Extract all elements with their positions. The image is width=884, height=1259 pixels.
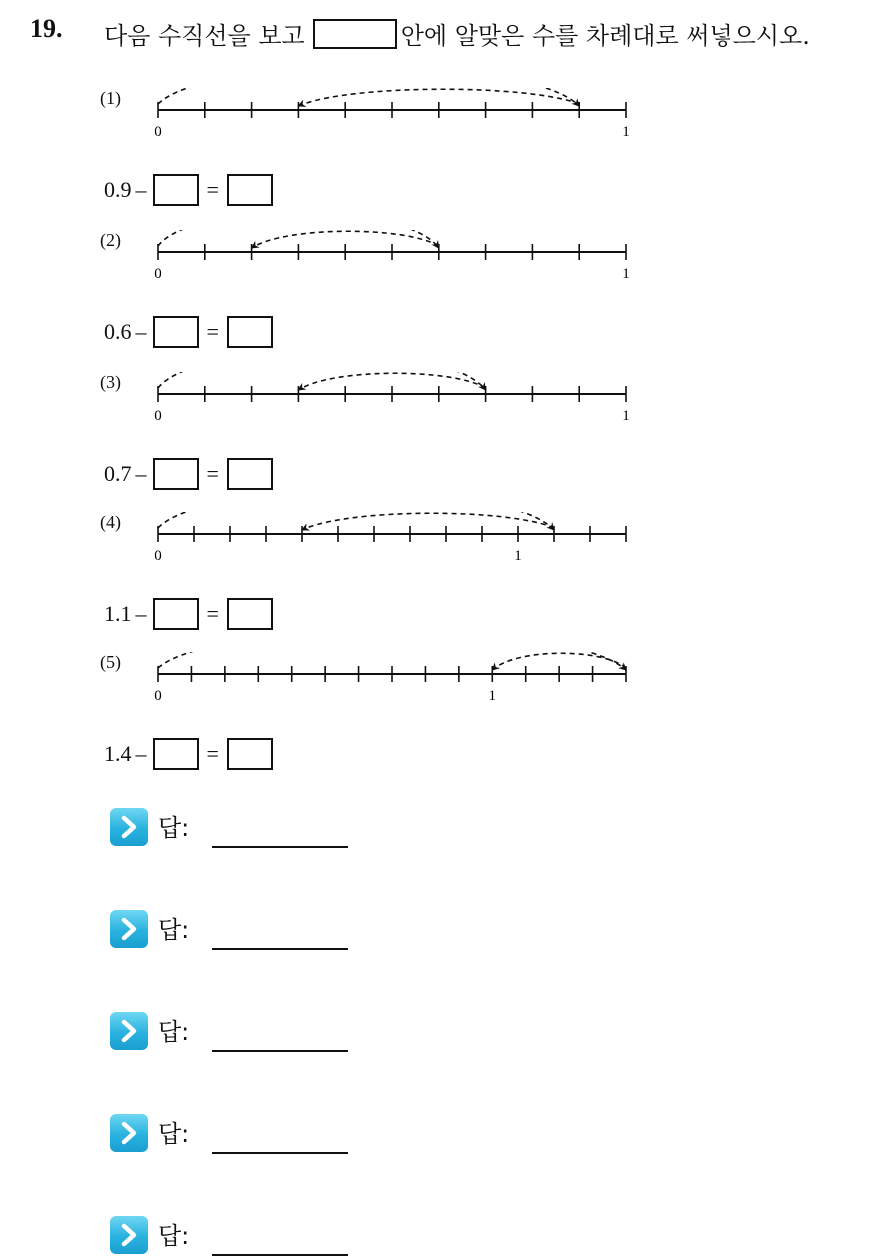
number-line-part-1 xyxy=(0,88,884,230)
start-label: 0 xyxy=(154,548,162,564)
answer-blank-line[interactable] xyxy=(212,846,348,848)
equation xyxy=(104,316,273,348)
number-line xyxy=(0,88,884,148)
question-text-before: 다음 수직선을 보고 xyxy=(104,22,305,50)
blank-box-subtrahend[interactable] xyxy=(153,738,199,770)
number-line-part-4 xyxy=(0,512,884,654)
answer-blank-line[interactable] xyxy=(212,1152,348,1154)
start-label: 0 xyxy=(154,124,162,140)
start-label: 0 xyxy=(154,688,162,704)
question-text-after: 안에 알맞은 수를 차례대로 써넣으시오. xyxy=(400,22,810,50)
equals-sign: = xyxy=(206,461,219,486)
equation xyxy=(104,174,273,206)
inner-arc xyxy=(302,513,554,530)
one-label: 1 xyxy=(488,688,497,704)
blank-box-result[interactable] xyxy=(227,598,273,630)
chevron-right-icon xyxy=(110,808,148,846)
number-line xyxy=(0,512,884,572)
one-label: 1 xyxy=(514,548,522,564)
chevron-right-icon xyxy=(110,1216,148,1254)
minus-sign: – xyxy=(135,601,147,626)
answer-row xyxy=(110,908,410,948)
blank-box-result[interactable] xyxy=(227,458,273,490)
answer-row xyxy=(110,1214,410,1254)
equation-start: 0.6 xyxy=(104,319,132,344)
number-line-part-3 xyxy=(0,372,884,514)
answer-blank-line[interactable] xyxy=(212,1050,348,1052)
answer-blank-line[interactable] xyxy=(212,948,348,950)
number-line xyxy=(0,372,884,432)
answer-label: 답: xyxy=(158,1120,190,1148)
answer-label: 답: xyxy=(158,814,190,842)
equation xyxy=(104,738,273,770)
equals-sign: = xyxy=(206,601,219,626)
chevron-right-icon xyxy=(110,1114,148,1152)
answer-row xyxy=(110,806,410,846)
number-line xyxy=(0,652,884,712)
minus-sign: – xyxy=(135,741,147,766)
question-number: 19. xyxy=(30,14,63,43)
question-text xyxy=(104,16,810,51)
part-label: (1) xyxy=(100,88,121,108)
start-label: 0 xyxy=(154,408,162,424)
outer-arc xyxy=(158,512,554,530)
minus-sign: – xyxy=(135,177,147,202)
equals-sign: = xyxy=(206,319,219,344)
number-line-part-5 xyxy=(0,652,884,794)
part-label: (4) xyxy=(100,512,121,532)
answer-row xyxy=(110,1112,410,1152)
equation-start: 1.1 xyxy=(104,601,132,626)
equation-start: 0.9 xyxy=(104,177,132,202)
outer-arc xyxy=(158,88,579,106)
answer-label: 답: xyxy=(158,1222,190,1250)
blank-box-subtrahend[interactable] xyxy=(153,174,199,206)
equals-sign: = xyxy=(206,741,219,766)
blank-box-result[interactable] xyxy=(227,174,273,206)
part-label: (2) xyxy=(100,230,121,250)
equation-start: 0.7 xyxy=(104,461,132,486)
start-label: 0 xyxy=(154,266,162,282)
one-label: 1 xyxy=(622,266,630,282)
number-line xyxy=(0,230,884,290)
blank-box-result[interactable] xyxy=(227,738,273,770)
blank-box-result[interactable] xyxy=(227,316,273,348)
equation-start: 1.4 xyxy=(104,741,132,766)
equals-sign: = xyxy=(206,177,219,202)
part-label: (3) xyxy=(100,372,121,392)
minus-sign: – xyxy=(135,461,147,486)
blank-box-example xyxy=(313,19,397,49)
chevron-right-icon xyxy=(110,1012,148,1050)
answer-blank-line[interactable] xyxy=(212,1254,348,1256)
blank-box-subtrahend[interactable] xyxy=(153,316,199,348)
answer-label: 답: xyxy=(158,916,190,944)
equation xyxy=(104,458,273,490)
answer-label: 답: xyxy=(158,1018,190,1046)
blank-box-subtrahend[interactable] xyxy=(153,458,199,490)
number-line-part-2 xyxy=(0,230,884,372)
part-label: (5) xyxy=(100,652,121,672)
blank-box-subtrahend[interactable] xyxy=(153,598,199,630)
one-label: 1 xyxy=(622,408,630,424)
answer-row xyxy=(110,1010,410,1050)
equation xyxy=(104,598,273,630)
chevron-right-icon xyxy=(110,910,148,948)
minus-sign: – xyxy=(135,319,147,344)
one-label: 1 xyxy=(622,124,630,140)
